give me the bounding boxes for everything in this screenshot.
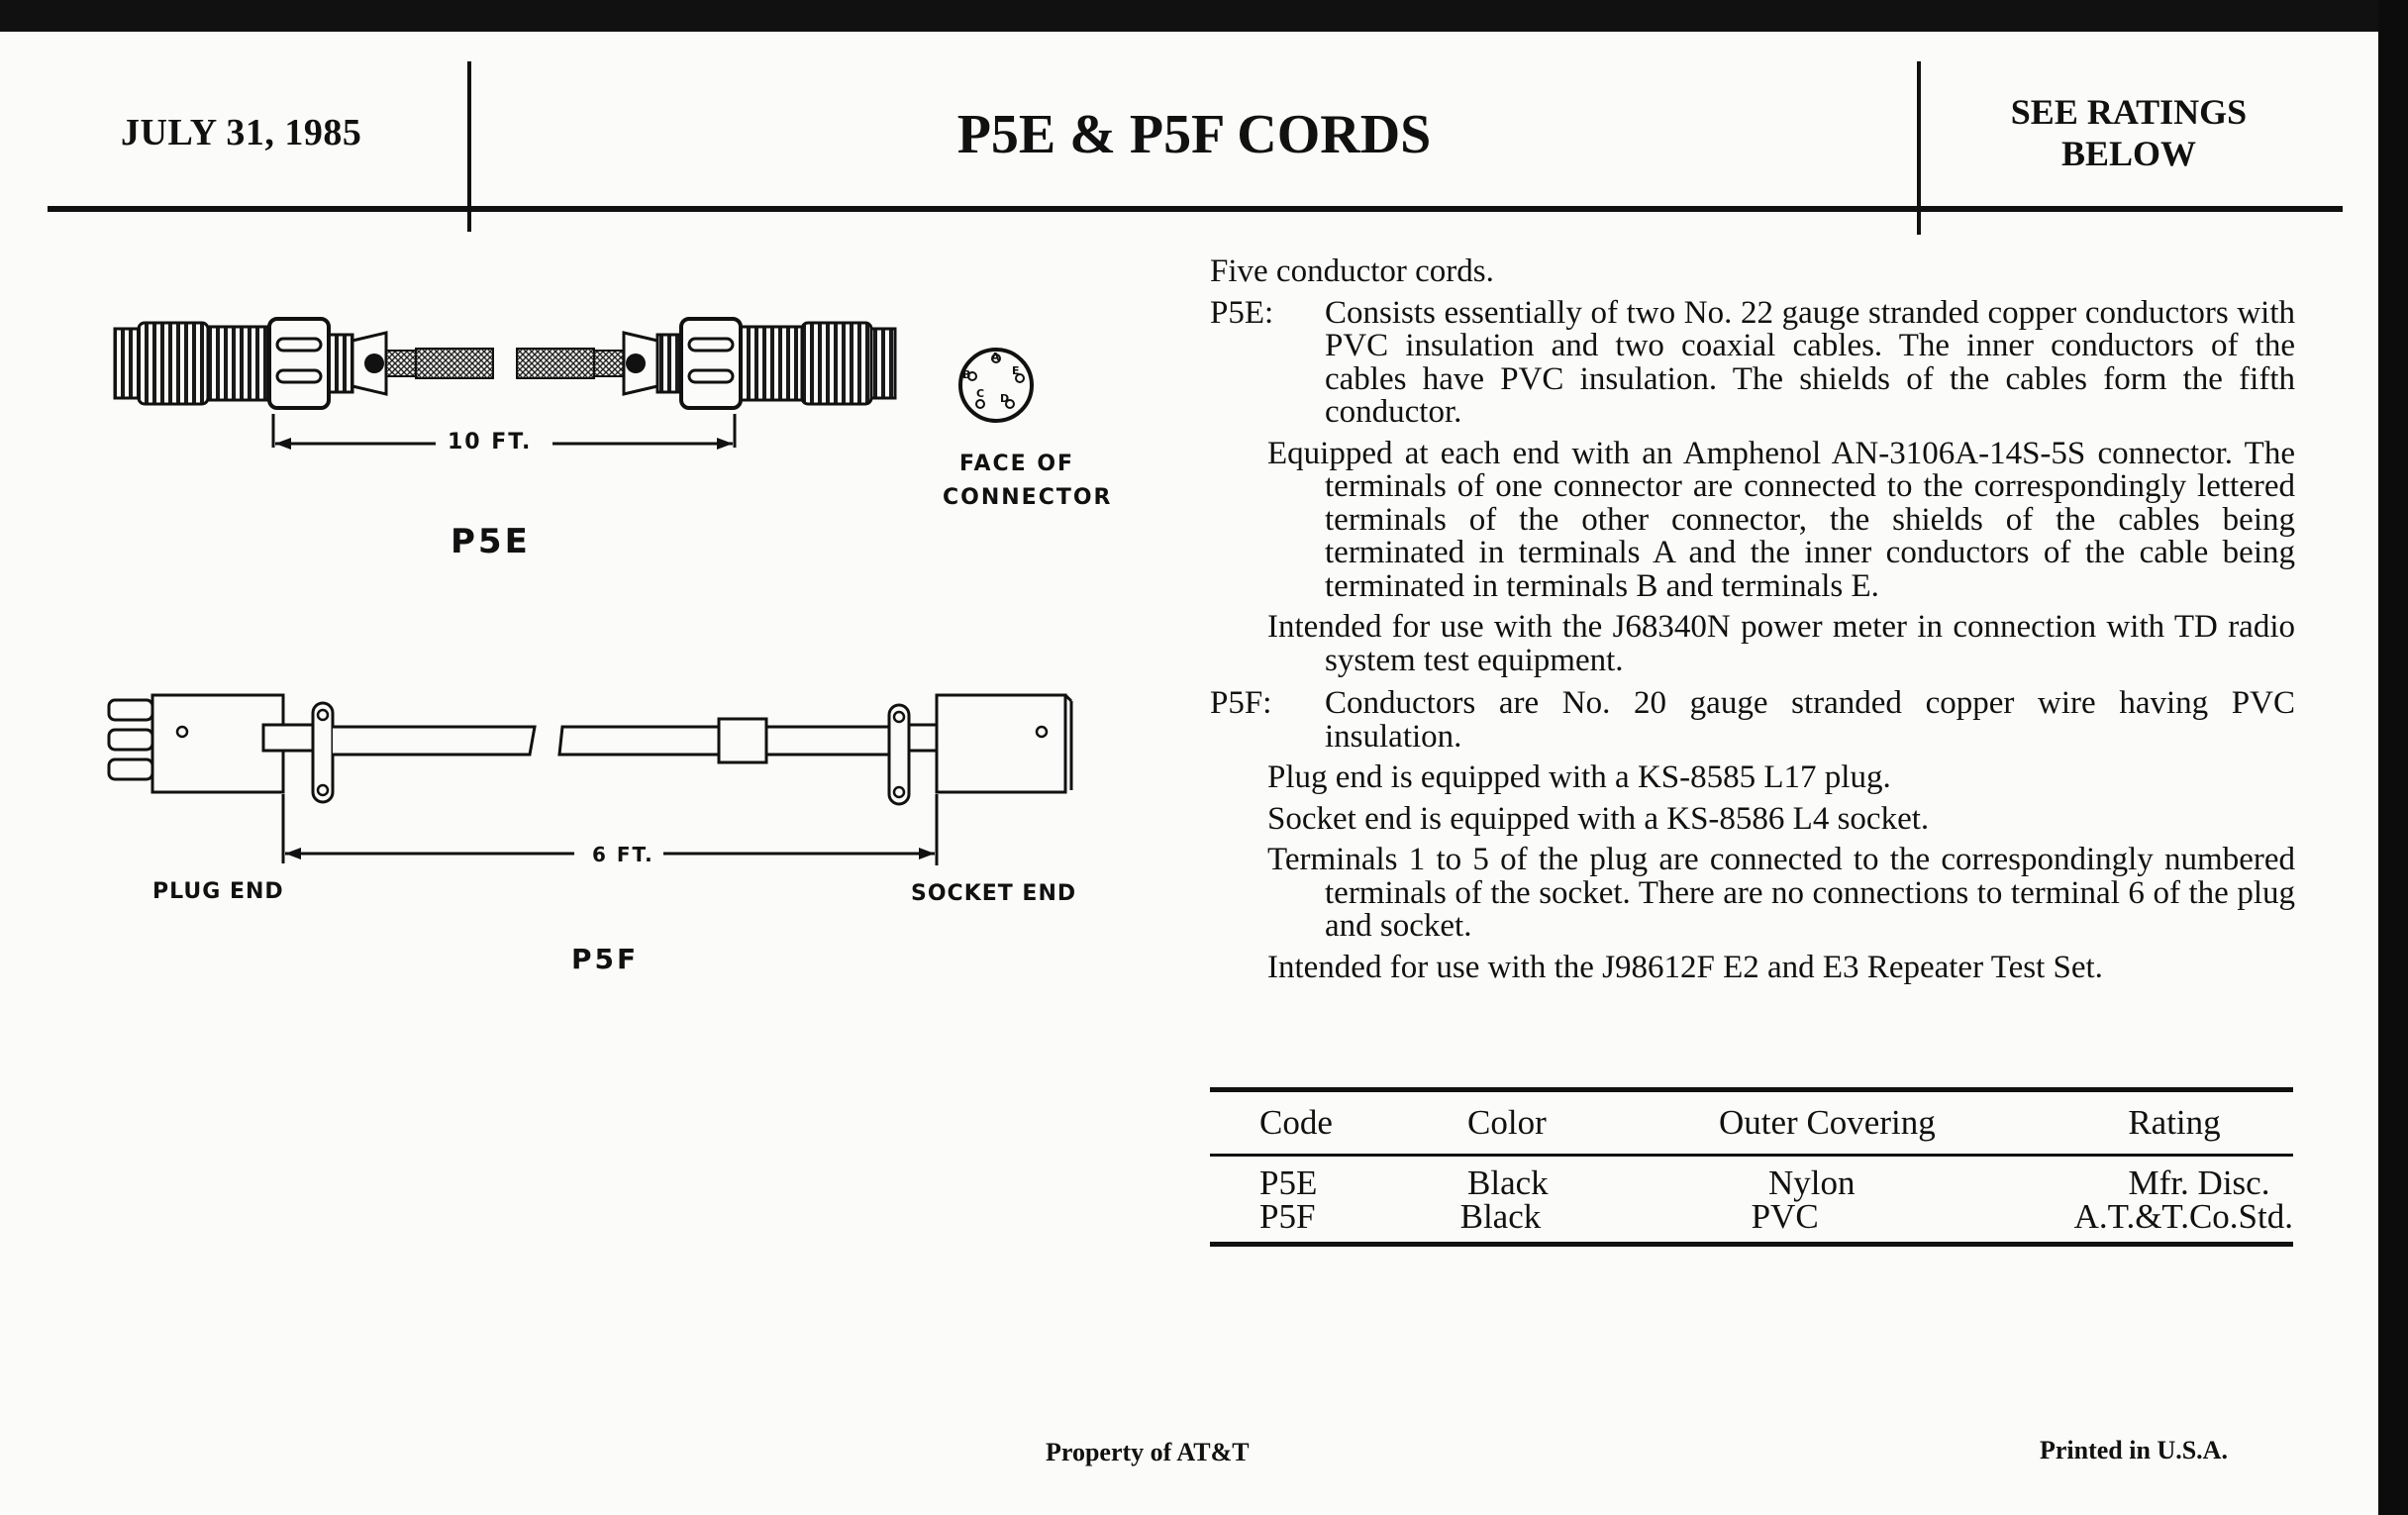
p5e-tag: P5E: (1210, 294, 1274, 331)
p5e-length-label: 10 FT. (448, 430, 533, 454)
p5f-tag: P5F: (1210, 685, 1272, 721)
right-border (2378, 0, 2408, 1515)
face-of-connector-label (943, 448, 1113, 515)
p5f-usage-paragraph: Intended for use with the J98612F E2 and E3 Repeater Test Set. (1267, 949, 2103, 985)
p5f-caption: P5F (571, 943, 640, 975)
p5f-plug-end-label: PLUG END (152, 879, 284, 904)
pin-letter-b: B (962, 368, 971, 381)
cell-code: P5F (1259, 1197, 1316, 1236)
p5f-plug-paragraph: Plug end is equipped with a KS-8585 L17 plug. (1267, 759, 1891, 795)
footer-printed: Printed in U.S.A. (2040, 1436, 2228, 1464)
face-label-line2: CONNECTOR (943, 485, 1113, 510)
intro-paragraph: Five conductor cords. (1210, 253, 1494, 289)
p5f-description (1210, 687, 2295, 754)
page-title: P5E & P5F CORDS (956, 104, 1432, 165)
p5e-caption: P5E (451, 522, 531, 561)
p5e-right-connector (517, 319, 895, 408)
cell-code: P5E (1259, 1163, 1318, 1202)
p5f-desc-text: Conductors are No. 20 gauge stranded copper wire having PVC insulation. (1325, 685, 2295, 755)
p5f-socket-paragraph: Socket end is equipped with a KS-8586 L4 socket. (1267, 800, 1930, 837)
table-rule-bottom (1210, 1242, 2293, 1247)
cell-outer-covering: Nylon (1768, 1163, 1856, 1202)
header-rule (48, 206, 2343, 212)
col-header-outer-covering: Outer Covering (1719, 1103, 1936, 1142)
cell-outer-covering: PVC (1751, 1197, 1819, 1236)
header-date: JULY 31, 1985 (121, 112, 362, 153)
catalog-card (0, 32, 2378, 1515)
ratings-table (1210, 1087, 2293, 1247)
col-header-rating: Rating (2128, 1103, 2221, 1142)
description-text (1210, 255, 2295, 984)
p5e-description (1210, 294, 2295, 430)
p5e-left-connector (115, 319, 493, 408)
footer-property: Property of AT&T (1046, 1438, 1250, 1466)
cell-color: Black (1459, 1197, 1542, 1236)
cell-color: Black (1467, 1163, 1549, 1202)
face-label-line1: FACE OF (958, 452, 1075, 476)
cell-rating: A.T.&T.Co.Std. (2073, 1197, 2293, 1236)
p5e-desc-text: Consists essentially of two No. 22 gauge stranded copper conductors with PVC insulation and two coaxial cables. The inner conductors of the cables have PVC insulation. The shields of the cables form the fifth conductor. (1325, 294, 2295, 430)
cell-rating: Mfr. Disc. (2128, 1163, 2270, 1202)
col-header-color: Color (1467, 1103, 1547, 1142)
p5f-terminals-paragraph: Terminals 1 to 5 of the plug are connected to the correspondingly numbered terminals of the socket. There are no connections to terminal 6 of the plug and socket. (1267, 842, 2295, 944)
header-rating-note (1921, 91, 2337, 174)
col-header-code: Code (1259, 1103, 1333, 1142)
rating-note-line2: BELOW (2060, 134, 2197, 173)
table-header-row (1210, 1092, 2293, 1140)
pin-letter-c: C (976, 387, 985, 400)
p5f-length-label: 6 FT. (592, 843, 654, 866)
p5f-socket-end-label: SOCKET END (911, 881, 1077, 906)
p5e-usage-paragraph: Intended for use with the J68340N power meter in connection with TD radio system test equipment. (1267, 609, 2295, 678)
pin-letter-e: E (1012, 364, 1020, 377)
table-row (1210, 1163, 2293, 1202)
p5e-equipment-paragraph: Equipped at each end with an Amphenol AN-3106A-14S-5S connector. The terminals of one connector are connected to the correspondingly lettered terminals of the other connector, the shields of the cables being terminated in terminals A and the inner conductors of the cable being terminated in terminals B and terminals E. (1267, 435, 2295, 604)
p5f-plug-end (109, 695, 333, 802)
cord-figures (89, 259, 1139, 1012)
p5f-cord (333, 719, 891, 762)
pin-letter-a: A (991, 351, 1000, 363)
p5f-socket-end (889, 695, 1071, 804)
table-row (1210, 1197, 2293, 1236)
rating-note-line1: SEE RATINGS (2010, 92, 2248, 132)
table-body (1210, 1157, 2293, 1234)
pin-letter-d: D (1000, 392, 1010, 405)
